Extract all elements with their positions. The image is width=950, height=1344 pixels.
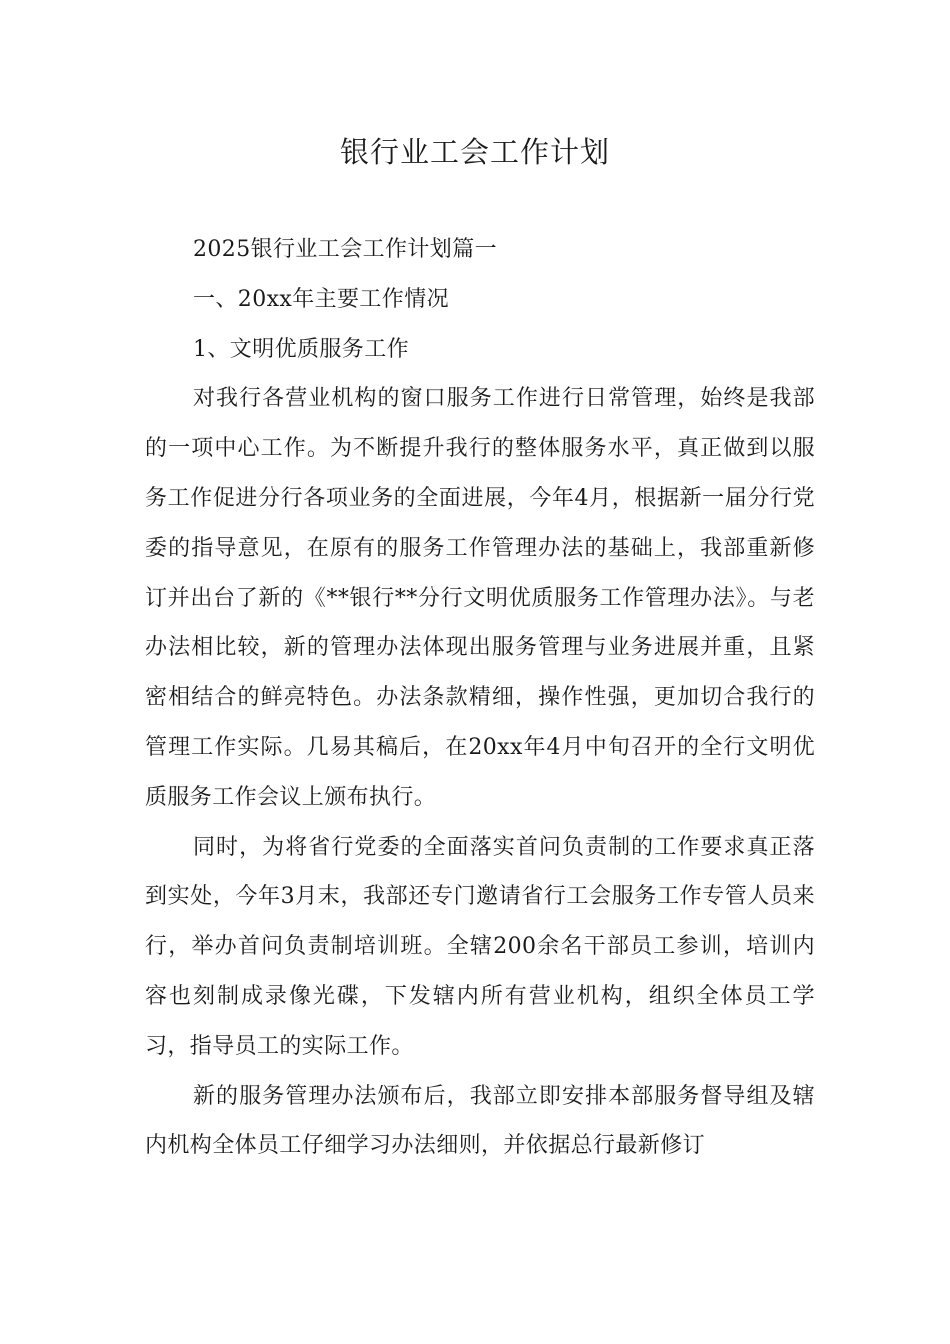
document-title: 银行业工会工作计划 <box>339 135 610 169</box>
body-paragraph: 对我行各营业机构的窗口服务工作进行日常管理，始终是我部的一项中心工作。为不断提升我行的整体服务水平，真正做到以服务工作促进分行各项业务的全面进展，今年4月，根据新一届分行党委的指导意见，在原有的服务工作管理办法的基础上，我部重新修订并出台了新的《**银行**分行文明优质服务工作管理办法》。与老办法相比较，新的管理办法体现出服务管理与业务进展并重，且紧密相结合的鲜亮特色。办法条款精细，操作性强，更加切合我行的管理工作实际。几易其稿后，在20xx年4月中旬召开的全行文明优质服务工作会议上颁布执行。 <box>145 386 815 810</box>
body-paragraph: 新的服务管理办法颁布后，我部立即安排本部服务督导组及辖内机构全体员工仔细学习办法细则，并依据总行最新修订 <box>145 1083 815 1159</box>
subsection-heading: 1、文明优质服务工作 <box>193 336 409 362</box>
body-paragraph: 同时，为将省行党委的全面落实首问负责制的工作要求真正落到实处，今年3月末，我部还专门邀请省行工会服务工作专管人员来行，举办首问负责制培训班。全辖200余名干部员工参训，培训内容也刻制成录像光碟，下发辖内所有营业机构，组织全体员工学习，指导员工的实际工作。 <box>145 834 815 1059</box>
subtitle-paragraph: 2025银行业工会工作计划篇一 <box>193 237 497 262</box>
section-heading: 一、20xx年主要工作情况 <box>193 286 450 312</box>
document-body <box>145 225 815 1171</box>
